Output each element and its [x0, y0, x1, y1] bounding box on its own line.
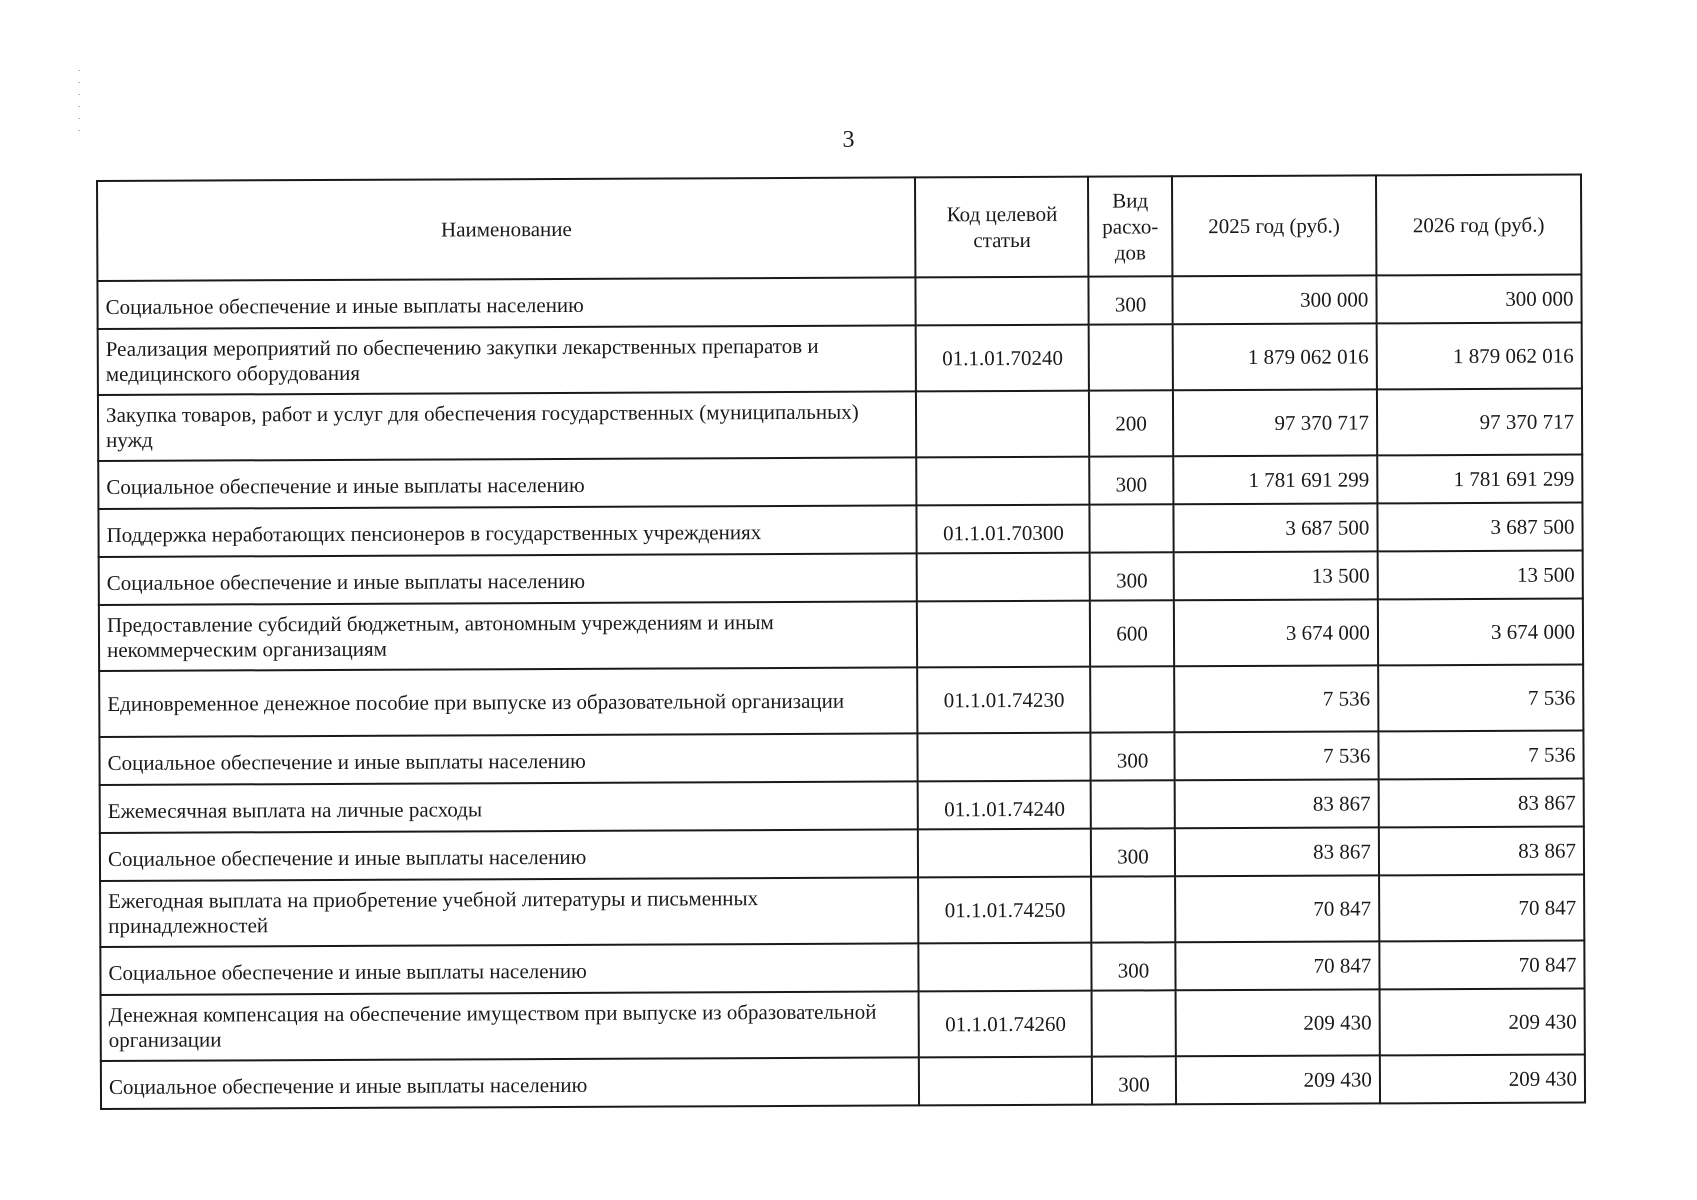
row-2025-cell: 1 879 062 016 [1172, 323, 1376, 390]
row-name-cell: Предоставление субсидий бюджетным, автономным учреждениям и иным некоммерческим организациям [99, 601, 918, 671]
table-row [100, 875, 1584, 947]
row-code-cell [917, 601, 1090, 668]
header-name: Наименование [97, 177, 916, 281]
row-name-cell: Социальное обеспечение и иные выплаты населению [99, 733, 918, 785]
row-2025-cell: 83 867 [1174, 779, 1378, 828]
row-kind-cell: 300 [1090, 552, 1174, 600]
row-kind-cell [1089, 324, 1173, 390]
table-row [99, 551, 1583, 605]
row-2026-cell: 209 430 [1380, 1055, 1585, 1104]
table-row [100, 827, 1584, 881]
row-name-cell: Социальное обеспечение и иные выплаты населению [100, 829, 919, 881]
row-2025-cell: 97 370 717 [1173, 389, 1377, 456]
row-code-cell [917, 553, 1090, 602]
row-name-cell: Социальное обеспечение и иные выплаты населению [97, 277, 916, 329]
row-2025-cell: 13 500 [1173, 551, 1377, 600]
row-code-cell [916, 277, 1089, 326]
row-code-cell [918, 733, 1091, 782]
header-2025: 2025 год (руб.) [1172, 175, 1377, 276]
row-name-cell: Закупка товаров, работ и услуг для обеспечения государственных (муниципальных) нужд [98, 391, 917, 461]
table-row [97, 275, 1581, 329]
row-kind-cell: 300 [1089, 276, 1173, 324]
row-2026-cell: 1 781 691 299 [1377, 455, 1582, 504]
row-kind-cell: 300 [1090, 456, 1174, 504]
row-2025-cell: 7 536 [1174, 665, 1378, 732]
row-2025-cell: 83 867 [1175, 827, 1379, 876]
row-2026-cell: 7 536 [1378, 665, 1583, 732]
row-kind-cell: 300 [1091, 828, 1175, 876]
row-2025-cell: 3 687 500 [1173, 503, 1377, 552]
row-2025-cell: 3 674 000 [1174, 599, 1378, 666]
row-name-cell: Ежемесячная выплата на личные расходы [100, 781, 919, 833]
row-name-cell: Реализация мероприятий по обеспечению закупки лекарственных препаратов и медицинского оборудования [98, 325, 917, 395]
row-2026-cell: 1 879 062 016 [1376, 323, 1581, 390]
table-row [101, 989, 1585, 1061]
row-2025-cell: 209 430 [1176, 1055, 1380, 1104]
row-name-cell: Поддержка неработающих пенсионеров в государственных учреждениях [98, 505, 917, 557]
table-row [99, 599, 1583, 671]
row-name-cell: Ежегодная выплата на приобретение учебной литературы и письменных принадлежностей [100, 877, 919, 947]
row-code-cell [918, 829, 1091, 878]
row-kind-cell: 300 [1091, 732, 1175, 780]
row-code-cell: 01.1.01.70240 [916, 325, 1089, 392]
row-name-cell: Социальное обеспечение и иные выплаты населению [101, 1057, 920, 1109]
row-name-cell: Денежная компенсация на обеспечение имуществом при выпуске из образовательной организации [101, 991, 920, 1061]
row-2025-cell: 70 847 [1175, 875, 1379, 942]
row-kind-cell [1092, 990, 1176, 1056]
header-code: Код целевой статьи [915, 177, 1088, 278]
row-2026-cell: 13 500 [1377, 551, 1582, 600]
row-2026-cell: 83 867 [1379, 827, 1584, 876]
row-kind-cell [1090, 504, 1174, 552]
budget-table [96, 174, 1586, 1110]
row-2025-cell: 1 781 691 299 [1173, 455, 1377, 504]
row-code-cell [919, 943, 1092, 992]
row-2025-cell: 300 000 [1172, 275, 1376, 324]
row-2026-cell: 3 674 000 [1378, 599, 1583, 666]
row-2025-cell: 7 536 [1174, 731, 1378, 780]
row-name-cell: Социальное обеспечение и иные выплаты населению [99, 553, 918, 605]
row-code-cell: 01.1.01.74240 [918, 781, 1091, 830]
row-kind-cell [1091, 780, 1175, 828]
table-row [98, 323, 1582, 395]
row-kind-cell: 300 [1092, 942, 1176, 990]
row-name-cell: Социальное обеспечение и иные выплаты населению [98, 457, 917, 509]
row-2026-cell: 97 370 717 [1377, 389, 1582, 456]
row-code-cell [917, 457, 1090, 506]
row-2026-cell: 70 847 [1379, 875, 1584, 942]
row-2026-cell: 7 536 [1378, 731, 1583, 780]
row-code-cell [916, 391, 1089, 458]
table-row [99, 665, 1583, 737]
table-row [100, 941, 1584, 995]
row-2026-cell: 83 867 [1378, 779, 1583, 828]
header-kind: Вид расхо- дов [1088, 176, 1172, 276]
table-header [97, 175, 1581, 281]
table-row [98, 455, 1582, 509]
row-code-cell: 01.1.01.74230 [918, 667, 1091, 734]
row-2026-cell: 209 430 [1379, 989, 1584, 1056]
row-code-cell: 01.1.01.74260 [919, 991, 1092, 1058]
row-kind-cell: 200 [1089, 390, 1173, 456]
row-name-cell: Единовременное денежное пособие при выпуске из образовательной организации [99, 667, 918, 737]
table-row [101, 1055, 1585, 1109]
row-kind-cell [1091, 876, 1175, 942]
table-row [99, 731, 1583, 785]
row-2026-cell: 70 847 [1379, 941, 1584, 990]
table-row [98, 503, 1582, 557]
row-kind-cell: 300 [1092, 1056, 1176, 1104]
row-2026-cell: 300 000 [1376, 275, 1581, 324]
header-row [97, 175, 1581, 281]
row-2025-cell: 209 430 [1175, 989, 1379, 1056]
row-code-cell [919, 1057, 1092, 1106]
row-name-cell: Социальное обеспечение и иные выплаты населению [100, 943, 919, 995]
row-2026-cell: 3 687 500 [1377, 503, 1582, 552]
header-2026: 2026 год (руб.) [1376, 175, 1582, 276]
row-code-cell: 01.1.01.70300 [917, 505, 1090, 554]
page-number: 3 [842, 127, 855, 153]
table-body [97, 275, 1585, 1109]
row-2025-cell: 70 847 [1175, 941, 1379, 990]
table-row [100, 779, 1584, 833]
table-row [98, 389, 1582, 461]
row-code-cell: 01.1.01.74250 [918, 877, 1091, 944]
row-kind-cell [1090, 666, 1174, 732]
row-kind-cell: 600 [1090, 600, 1174, 666]
